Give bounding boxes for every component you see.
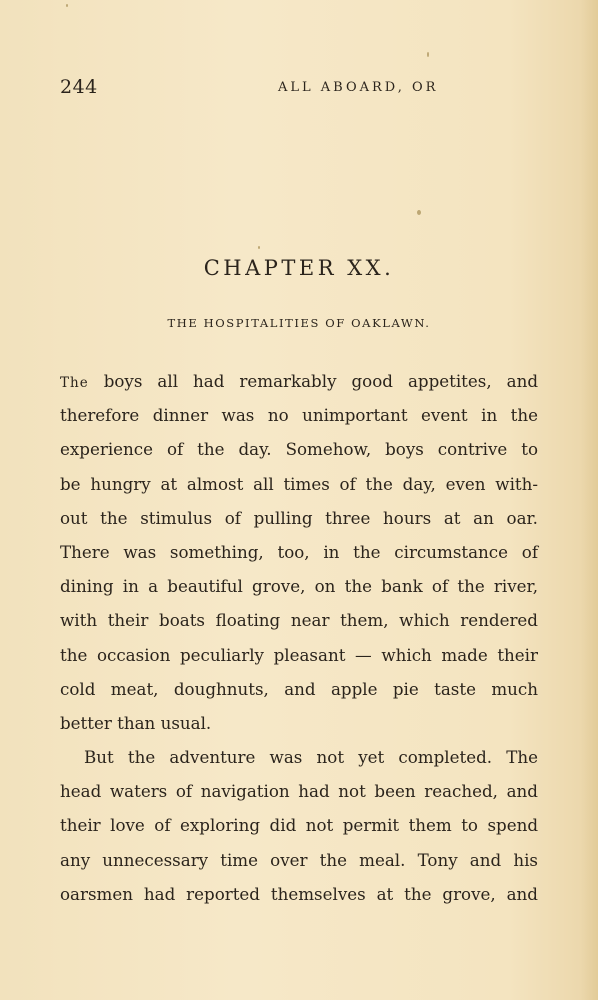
text-line: the occasion peculiarly pleasant — which made their: [60, 644, 538, 665]
paper-speck: [427, 52, 429, 57]
chapter-title: CHAPTER XX.: [203, 256, 395, 280]
text-line: any unnecessary time over the meal. Tony and his: [60, 849, 538, 870]
text-line: dining in a beautiful grove, on the bank of the river,: [60, 576, 538, 597]
paragraph-lead-word: The: [60, 375, 89, 391]
text-line: There was something, too, in the circumstance of: [60, 541, 538, 562]
text-line: with their boats floating near them, which rendered: [60, 610, 538, 631]
text-line: their love of exploring did not permit them to spend: [60, 815, 538, 836]
text-line: cold meat, doughnuts, and apple pie taste much: [60, 678, 538, 699]
page-header: [60, 76, 540, 102]
text-line: be hungry at almost all times of the day, even with-: [60, 473, 538, 494]
paper-speck: [258, 246, 260, 249]
chapter-subtitle: THE HOSPITALITIES OF OAKLAWN.: [167, 316, 431, 330]
paper-speck: [417, 210, 421, 215]
text-line: out the stimulus of pulling three hours at an oar.: [60, 507, 538, 528]
running-head: ALL ABOARD, OR: [278, 80, 439, 95]
text-fragment: boys all had remarkably good appetites, and: [88, 371, 538, 391]
paper-speck: [66, 4, 68, 7]
text-line: oarsmen had reported themselves at the grove, and: [60, 883, 538, 904]
text-line: better than usual.: [60, 712, 212, 733]
text-line: therefore dinner was no unimportant event in the: [60, 405, 538, 426]
body-text: [60, 364, 538, 911]
page-number: 244: [60, 76, 98, 98]
text-line: [60, 364, 538, 398]
text-line: But the adventure was not yet completed. The: [84, 747, 538, 768]
text-line: experience of the day. Somehow, boys contrive to: [60, 439, 538, 460]
text-line: head waters of navigation had not been reached, and: [60, 781, 538, 802]
